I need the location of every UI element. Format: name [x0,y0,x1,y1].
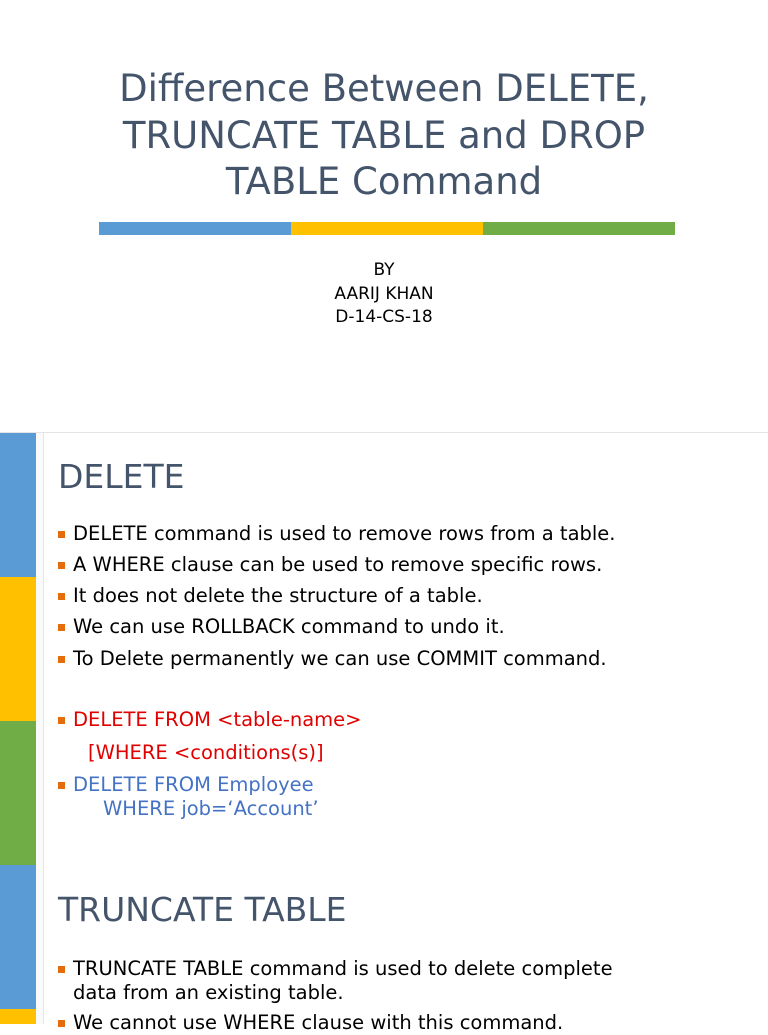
syntax-line: DELETE FROM <table-name> [73,708,362,731]
section-heading-truncate: TRUNCATE TABLE [58,890,347,929]
square-bullet-icon [58,531,65,538]
side-stripe-line [43,433,44,1024]
side-stripe-blue-top [0,433,36,577]
syntax-continuation: [WHERE <conditions(s)] [88,741,324,764]
author-name: AARIJ KHAN [334,283,434,304]
side-stripe-blue-bottom [0,865,36,1009]
title-line: TRUNCATE TABLE and DROP [122,113,646,157]
side-stripe-yellow-bottom [0,1009,36,1024]
square-bullet-icon [58,717,65,724]
title-rule-green [483,222,675,235]
square-bullet-icon [58,782,65,789]
byline-label: BY [373,260,395,280]
square-bullet-icon [58,966,65,973]
section-heading-delete: DELETE [58,457,185,496]
slide-title [84,66,684,206]
title-slide [0,0,768,432]
square-bullet-icon [58,562,65,569]
author-byline [234,259,534,330]
side-stripe-green [0,721,36,865]
example-continuation: WHERE job=‘Account’ [103,797,319,820]
title-rule-blue [99,222,291,235]
example-line: DELETE FROM Employee [73,773,314,796]
square-bullet-icon [58,624,65,631]
side-stripe-yellow [0,577,36,721]
title-rule-yellow [291,222,483,235]
author-id: D-14-CS-18 [335,307,433,327]
list-item-continuation: data from an existing table. [73,981,344,1004]
title-line: Difference Between DELETE, [119,67,649,110]
title-line: TABLE Command [225,160,543,203]
square-bullet-icon [58,593,65,600]
square-bullet-icon [58,656,65,663]
content-slide: DELETE DELETE command is used to remove rows from a table. A WHERE clause can be used to remove specific rows. It does not delete the structure of a table. We can use ROLLBACK command to undo it. To Delete permanently we can use COMMIT command. DELETE FROM <table-name> [WHERE <conditions(s)] DELETE FROM Employee WHERE job=‘Account’ TRUNCATE TABLE TRUNCATE TABLE command is used to delete complete data from an existing table. We cannot use WHERE clause with this command. [0,433,768,1024]
